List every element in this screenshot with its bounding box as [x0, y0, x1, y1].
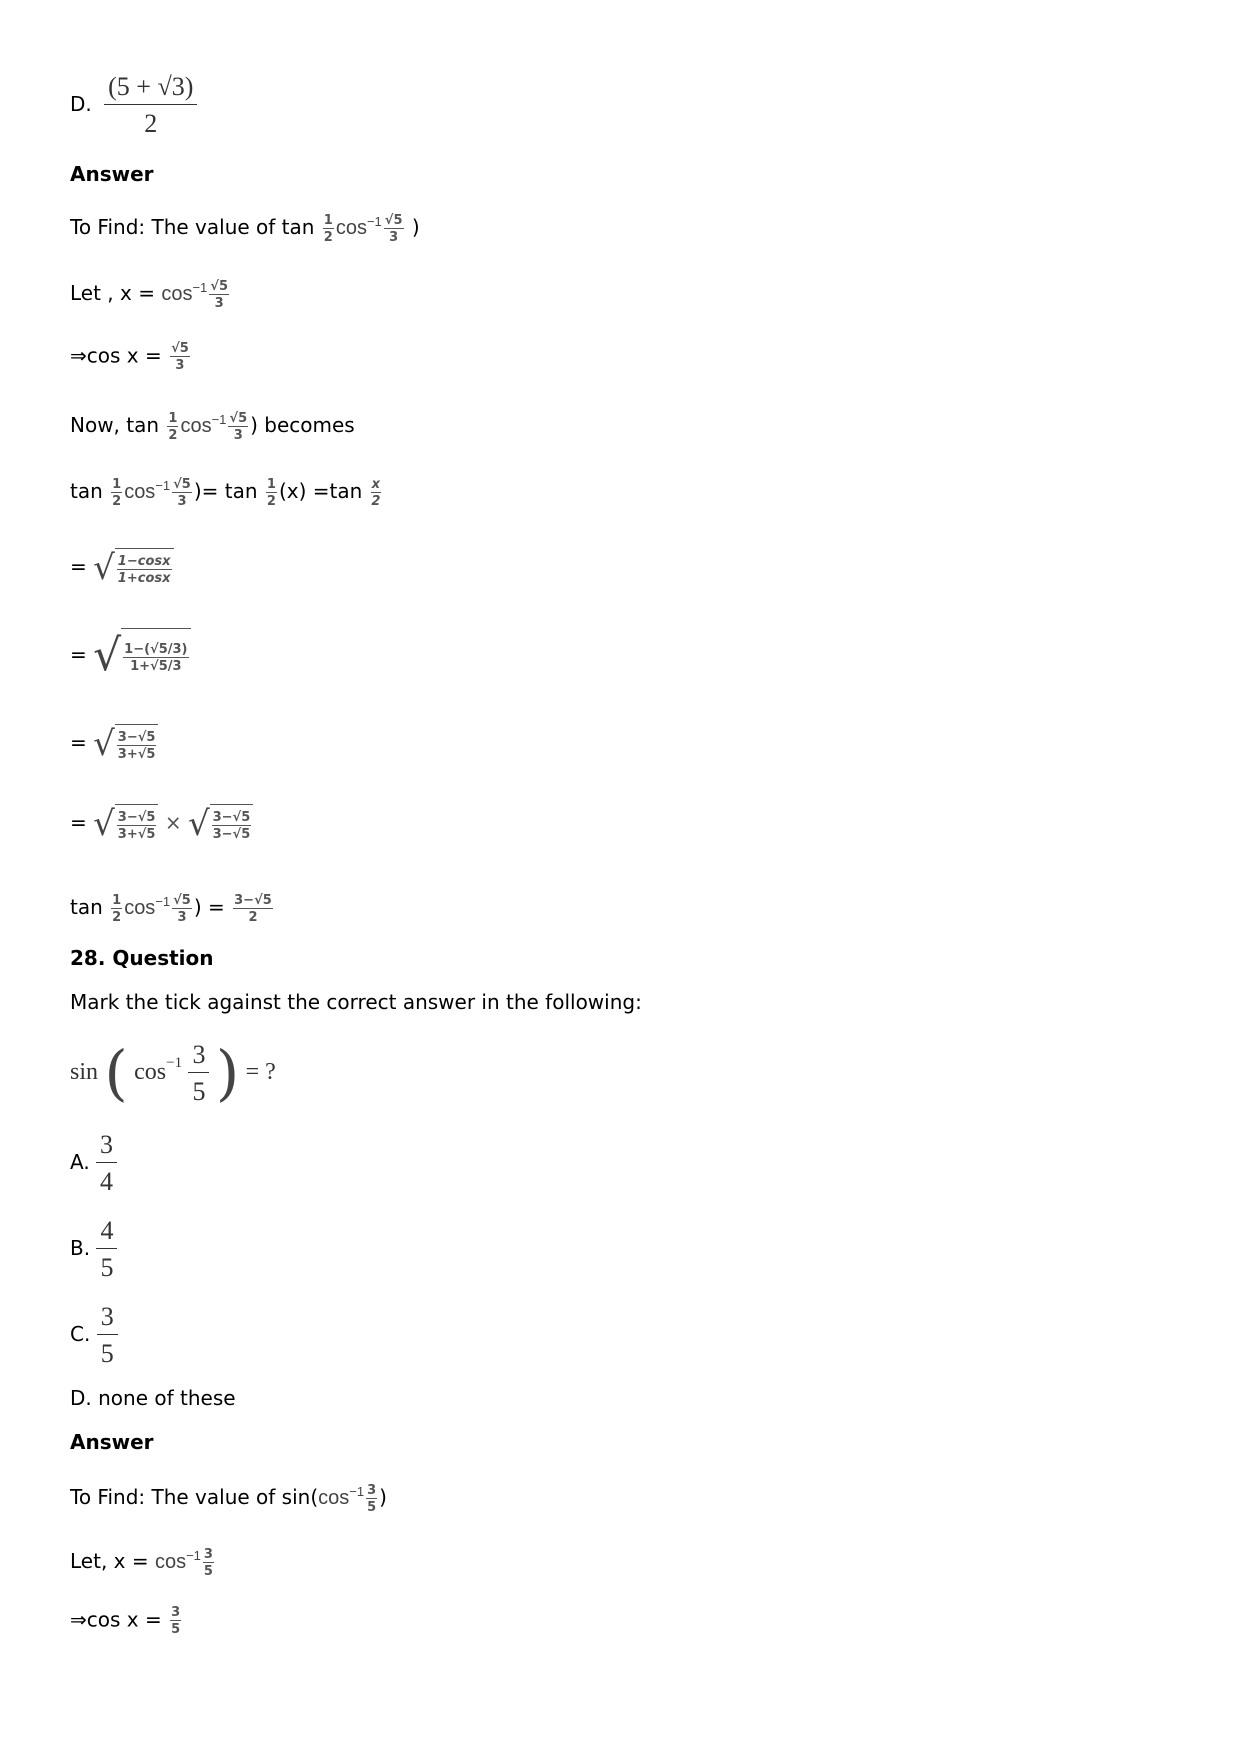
to-find-line: To Find: The value of tan $\frac{1}{2}$ $\cos^{-1}$ $\frac{√5}{3}$ ) — [70, 212, 420, 245]
answer2-tofind: To Find: The value of $\sin(\cos^{-1}$ $\frac{3}{5}$ ) — [70, 1482, 387, 1515]
answer2-implies: ⇒cos x = $\frac{3}{5}$ — [70, 1605, 181, 1637]
answer2-heading: Answer — [70, 1430, 154, 1454]
half-fraction: $\frac{1}{2}$ — [112, 892, 122, 925]
option-c[interactable]: C. $\frac{3}{5}$ — [70, 1302, 118, 1369]
step1-fraction: $\frac{1-\cos x}{1+\cos x}$ — [117, 554, 171, 586]
three-fifths-fraction: $\frac{3}{5}$ — [171, 1605, 181, 1637]
sqrt-expression: √ $\frac{3-√5}{3+√5}$ — [93, 804, 158, 844]
root5-fraction: $\frac{√5}{3}$ — [173, 892, 191, 925]
option-d-fraction: $\frac{(5 + √3)}{2}$ — [104, 72, 197, 139]
step3-fraction: $\frac{3-√5}{3+√5}$ — [117, 730, 156, 762]
tan-chain-line: tan $\frac{1}{2}$ $\cos^{-1}$ $\frac{√5}{3}$ )= tan $\frac{1}{2}$ (x) =tan $\frac{x}{2}$ — [70, 476, 381, 509]
option-b[interactable]: B. $\frac{4}{5}$ — [70, 1216, 117, 1283]
half-fraction: $\frac{1}{2}$ — [168, 410, 178, 443]
step2-line: = √ $\frac{1-(√5/3)}{1+√5/3}$ — [70, 628, 191, 684]
three-fifths-fraction: $\frac{3}{5}$ — [188, 1040, 209, 1107]
option-d[interactable]: D. none of these — [70, 1386, 236, 1410]
option-c-fraction: $\frac{3}{5}$ — [97, 1302, 118, 1369]
sqrt-expression: √ $\frac{1-\cos x}{1+\cos x}$ — [93, 548, 173, 588]
root5-fraction: $\frac{√5}{3}$ — [173, 476, 191, 509]
let-line: Let , $x = \cos^{-1}$ $\frac{√5}{3}$ — [70, 278, 228, 311]
prev-option-d — [70, 72, 197, 139]
root5-fraction: $\frac{√5}{3}$ — [210, 278, 228, 311]
root5-fraction: $\frac{√5}{3}$ — [171, 341, 189, 373]
option-letter: D. — [70, 92, 92, 116]
sqrt-expression: √ $\frac{1-(√5/3)}{1+√5/3}$ — [93, 628, 190, 684]
answer-heading: Answer — [70, 162, 154, 186]
step3-line: = √ $\frac{3-√5}{3+√5}$ — [70, 724, 158, 764]
implies-line: ⇒cos x = $\frac{√5}{3}$ — [70, 341, 189, 373]
half-fraction: $\frac{1}{2}$ — [112, 476, 122, 509]
x-over-2-fraction: $\frac{x}{2}$ — [371, 476, 381, 509]
root5-fraction: $\frac{√5}{3}$ — [229, 410, 248, 443]
question-prompt: Mark the tick against the correct answer in the following: — [70, 990, 642, 1014]
sqrt-expression: √ $\frac{3-√5}{3+√5}$ — [93, 724, 158, 764]
root5-fraction: $\frac{√5}{3}$ — [384, 212, 403, 245]
half-fraction: $\frac{1}{2}$ — [266, 476, 276, 509]
half-fraction: $\frac{1}{2}$ — [323, 212, 333, 245]
sqrt-expression: √ $\frac{3-√5}{3-√5}$ — [188, 804, 253, 844]
step2-fraction: $\frac{1-(√5/3)}{1+√5/3}$ — [124, 642, 188, 674]
option-b-fraction: $\frac{4}{5}$ — [96, 1216, 117, 1283]
now-line: Now, tan $\frac{1}{2}$ $\cos^{-1}$ $\frac{√5}{3}$ ) becomes — [70, 410, 355, 443]
step4-line: = √ $\frac{3-√5}{3+√5}$ × √ $\frac{3-√5}{3-√5}$ — [70, 804, 253, 844]
answer2-let: Let, $x = \cos^{-1}$ $\frac{3}{5}$ — [70, 1546, 213, 1579]
option-a-fraction: $\frac{3}{4}$ — [96, 1130, 117, 1197]
step1-line: = √ $\frac{1-\cos x}{1+\cos x}$ — [70, 548, 174, 588]
final-line: tan $\frac{1}{2}$ $\cos^{-1}$ $\frac{√5}{3}$ ) = $\frac{3-√5}{2}$ — [70, 892, 272, 925]
three-fifths-fraction: $\frac{3}{5}$ — [367, 1482, 377, 1515]
question-expression: sin ( $\cos^{-1}$ $\frac{3}{5}$ ) = ? — [70, 1038, 276, 1109]
question-heading: 28. Question — [70, 946, 214, 970]
option-a[interactable]: A. $\frac{3}{4}$ — [70, 1130, 117, 1197]
three-fifths-fraction: $\frac{3}{5}$ — [203, 1546, 213, 1579]
final-fraction: $\frac{3-√5}{2}$ — [234, 892, 272, 925]
